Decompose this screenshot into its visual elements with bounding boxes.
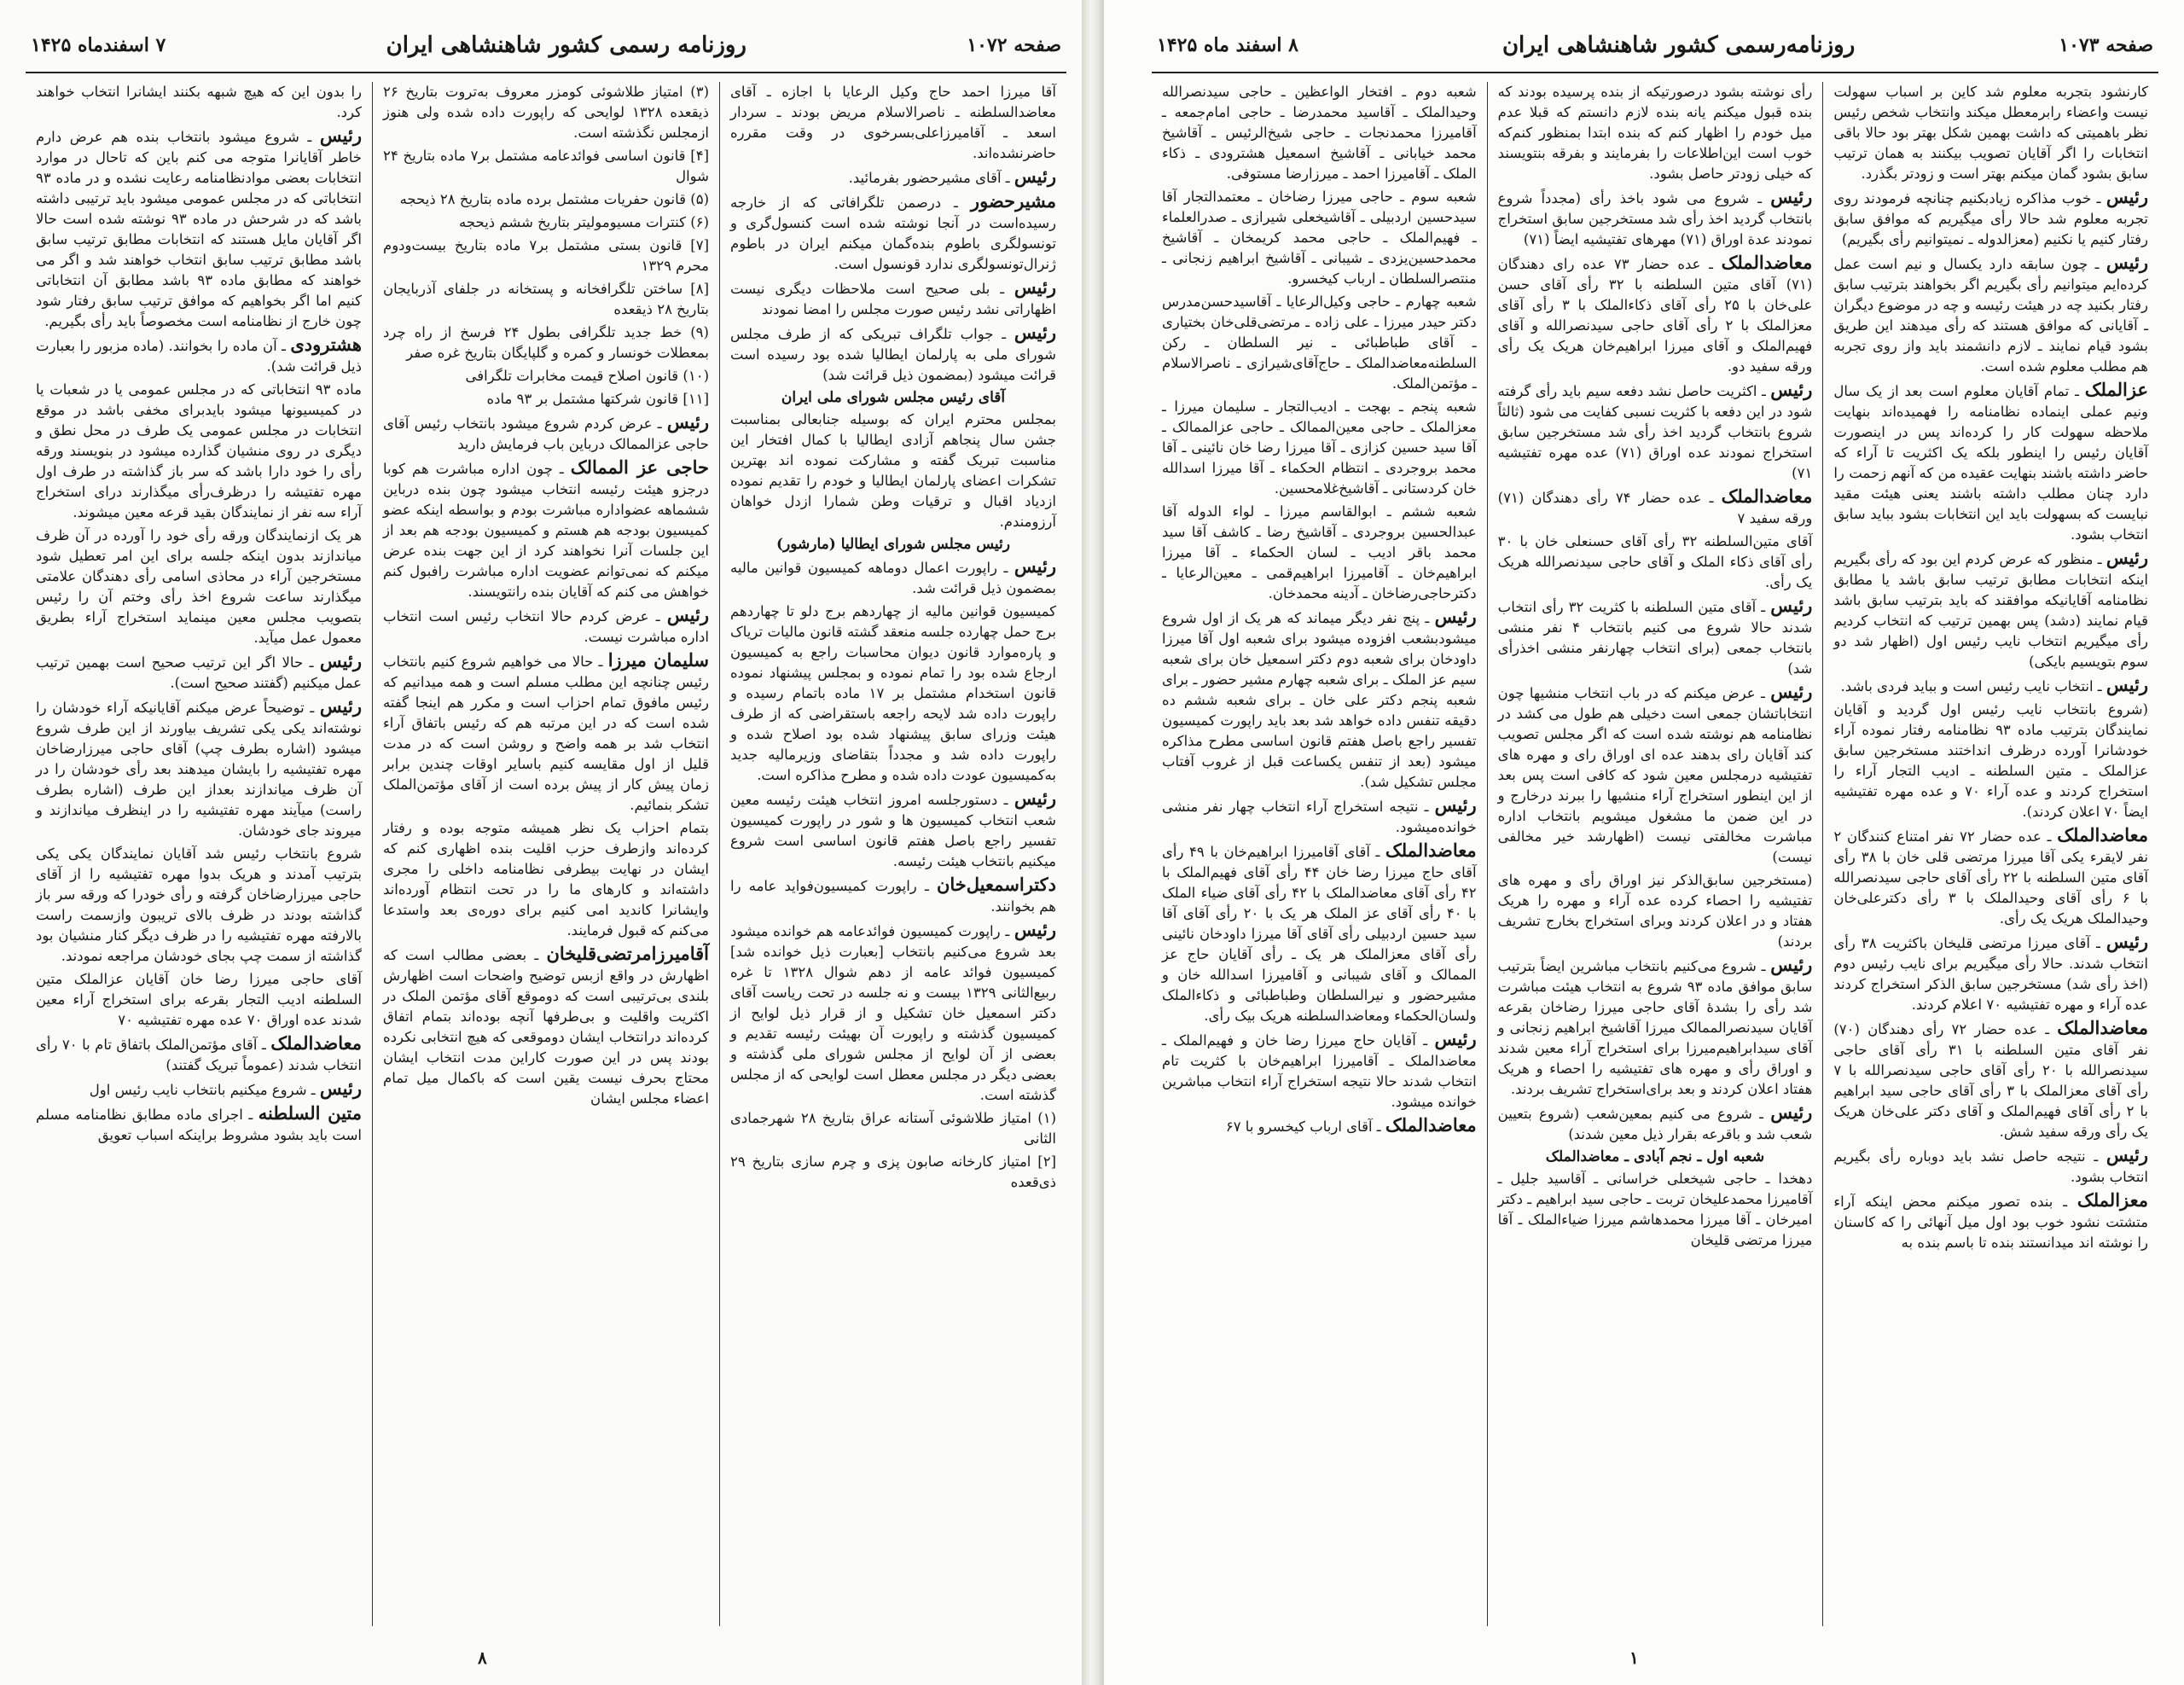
paragraph: (مستخرجین سابق‌الذکر نیز اوراق رأی و مهره های تفتیشیه را احصاء کرده عده آراء و مهره را هریک هفتاد و در اعلان کردند وبرای استخراج بخارج تشریف بردند) xyxy=(1497,872,1813,950)
page-header xyxy=(1152,24,2158,73)
speaker-paragraph xyxy=(1498,380,1813,484)
book-gutter xyxy=(1082,0,1104,1685)
speaker-name: رئیس xyxy=(1014,322,1057,343)
paragraph: (شروع بانتخاب نایب رئیس اول گردید و آقایان نمایندگان بترتیب ماده ۹۳ نظامنامه رفتار نموده آراء خودشانرا آورده درظرف انداختند مستخرجین سابق عزالملک ـ متین السلطنه ـ ادیب التجار آراء را استخراج کردند و عده آراء ۷۰ و عده مهره تفتیشیه ایضاً ۷۰ اعلان کردند). xyxy=(1833,701,2148,820)
speech-text: ـ درصمن تلگرافاتی که از خارجه رسیده‌است در آنجا نوشته شده است کنسول‌گری و تونسولگری باطوم بنده‌گمان میکنم ایران در باطوم ژنرال‌تونسولگری ندارد قونسول است. xyxy=(730,195,1056,272)
centered-heading: رئیس مجلس شورای ایطالیا (مارشور) xyxy=(776,536,1010,553)
speech-text: ـ آقای میرزا مرتضی قلیخان باکثریت ۳۸ رأی انتخاب شدند. حالا رأی میگیریم برای نایب رئیس دوم (اخذ رأی شد) مستخرجین سابق الذکر استخراج کردند عده آراء و مهره تفتیشیه ۷۰ اعلام کردند. xyxy=(1833,935,2148,1013)
paragraph: (۱) امتیاز طلاشوئی آستانه عراق بتاریخ ۲۸ شهرجمادی الثانی xyxy=(730,1110,1056,1147)
speaker-paragraph xyxy=(1833,1190,2148,1253)
speech-text: ـ اجرای ماده مطابق نظامنامه مسلم است باید بشود مشروط براینکه اسباب تعویق xyxy=(36,1107,362,1143)
column-1 xyxy=(720,82,1066,1626)
speech-text: ـ چون اداره مباشرت هم کوبا درجزو هیئت رئیسه انتخاب میشود چون بنده درباین ششماهه عضواداره مباشرت بودم و بواسطه اینکه عضو کمیسیون بودجه هم هستم و کمیسیون بودجه هم بعد از این جلسات آنرا نخواهند کرد از این جهت بنده عرض میکنم که نمی‌توانم عضویت اداره مباشرت رافبول کنم خواهش می کنم که آقایان بنده رانتویسند. xyxy=(383,461,709,600)
speech-text: ـ عده حضار ۷۲ رأی دهندگان (۷۰) نفر آقای متین السلطنه با ۳۱ رأی آقای حاجی سیدنصرالله با ۲۰ رأی آقای حاجی سیدنصرالله با ۷ رأی آقای معزالملک با ۳ رأی آقای حاجی سید ابراهیم با ۲ رأی آقای فهیم‌الملک و آقای دکتر علی‌خان هریک یک رأی ورقه سفید شش. xyxy=(1833,1021,2149,1140)
speaker-paragraph xyxy=(383,457,709,602)
speaker-paragraph xyxy=(1162,795,1477,838)
speech-text: ـ شروع می شود باخذ رأی (مجدداً شروع بانتخاب گردید اخذ رأی شد مستخرجین سابق استخراج نمودند عدة اوراق (۷۱) مهرهای تفتیشیه ایضاً (۷۱) xyxy=(1497,190,1813,247)
centered-heading: شعبه اول ـ نجم آبادی ـ معاضدالملک xyxy=(1545,1148,1765,1165)
paragraph: [۱۱] قانون شرکتها مشتمل بر ۹۳ ماده xyxy=(486,391,709,407)
paragraph: کمیسیون قوانین مالیه از چهاردهم برج دلو تا چهاردهم برج حمل چهارده جلسه منعقد گشته قانون مالیات تریاک و پاره‌موارد قانون دیوان محاسبات راجع به کمیسیون ارجاع شده بود را تمام نموده و بمجلس پیشنهاد نموده قانون استخدام مشتمل بر ۱۷ ماده باتمام رسیده و راپورت داده شد لایحه راجعه باستقراضی که از طرف هیئت وزرای سابق پیشنهاد شده بود اصلاح شده و راپورت داده شد و مجدداً بتقاضای وزیرمالیه جدید به‌کمیسیون عودت داده شده و مطرح مذاکره است. xyxy=(730,603,1056,783)
paragraph: هر یک ازنمایندگان ورقه رأی خود را آورده در آن ظرف میاندازند بدون اینکه جلسه برای این امر تعطیل شود مستخرجین آراء در محاذی اسامی رأی دهندگان علامتی میگذارند ساعت شروع اخذ رأی وختم آن را رئیس بتصویب مجلس معین مینماید استخراج آراء بطریق معمول عمل میآید. xyxy=(36,527,362,646)
speaker-paragraph xyxy=(730,874,1056,917)
speaker-name: رئیس xyxy=(1770,681,1813,702)
speech-text: ـ توضیحاً عرض میکنم آقایانیکه آراء خودشان را نوشته‌اند یکی یکی تشریف بیاورند از این طرف شروع میشود (اشاره بطرف چپ) آقای حاجی میرزارضاخان مهره تفتیشیه را بایشان میدهند بعد رأی خودشان را در آن ظرف میاندازند بعداز این طرف (اشاره بطرف راست) میآیند مهره تفتیشیه را در اینظرف میاندازند و میروند جای خودشان. xyxy=(36,700,362,839)
paragraph: شعبه پنجم ـ بهجت ـ ادیب‌التجار ـ سلیمان میرزا ـ معزالملک ـ حاجی معین‌الممالک‌ ـ حاجی عزالممالک ـ آقا سید حسین کزازی ـ آقا میرزا رضا خان نائینی ـ آقا محمد بروجردی ـ انتظام الحکماء ـ آقا میرزا اسدالله خان کردستانی ـ آقاشیخ‌غلامحسین. xyxy=(1161,398,1477,497)
speaker-paragraph xyxy=(36,125,362,332)
paragraph: [۷] قانون بستی مشتمل بر۷ ماده بتاریخ بیست‌ودوم محرم ۱۳۲۹ xyxy=(383,237,709,274)
speaker-name: حاجی عز الممالک xyxy=(570,456,709,478)
left-page xyxy=(1101,0,2184,1685)
speech-text: ـ انتخاب نایب رئیس است و بباید فردی باشد. xyxy=(1840,678,2102,694)
paragraph: [۲] امتیاز کارخانه صابون پزی و چرم سازی بتاریخ ۲۹ ذی‌قعده xyxy=(730,1153,1056,1190)
paragraph: آقای حاجی میرزا رضا خان آقایان عزالملک متین السلطنه ادیب التجار بقرعه برای استخراج آراء معین شدند عده اوراق ۷۰ عده مهره تفتیشیه ۷۰ xyxy=(36,971,362,1028)
column-3 xyxy=(1152,82,1488,1626)
paragraph: [۴] قانون اساسی فوائدعامه مشتمل بر۷ ماده بتاریخ ۲۴ شوال xyxy=(383,148,710,184)
speaker-name: رئیس xyxy=(1770,1101,1813,1123)
speech-text: ـ پنج نفر دیگر میماند که هر یک از اول شروع میشودبشعب افزوده میشود برای شعبه اول آقا میرزا داودخان برای شعبه دوم دکتر اسمعیل خان برای شعبه سیم عز الملک ـ برای شعبه چهارم مشیر حضور ـ برای شعبه پنجم دکتر علی خان ـ برای شعبه ششم ده دقیقه تنفس داده خواهد شد بعد باید راپورت کمیسیون تفسیر راجع باصل هفتم قانون اساسی مطرح مذاکره میشود (بعد از تنفس یکساعت قبل از غروب آفتاب مجلس تشکیل شد). xyxy=(1161,610,1477,790)
speaker-paragraph xyxy=(1498,596,1813,679)
speech-text: ـ منظور که عرض کردم این بود که رأی بگیریم اینکه انتخابات مطابق ترتیب سابق باشد یا مطابق نظامنامه آقایانیکه موافقند که باید بترتیب سابق باشد قیام نمایند (دشد) پس بهمین ترتیب که انتخاب کردیم رأی میگیریم انتخاب نایب رئیس اول (اظهار شد دو سوم بتویسیم بایکی) xyxy=(1833,551,2148,670)
speaker-paragraph xyxy=(1498,486,1813,529)
speech-text: ـ عرض کردم شروع میشود بانتخاب رئیس آقای حاجی عزالممالک درباین باب فرمایش دارید xyxy=(383,415,709,452)
speaker-paragraph xyxy=(1833,548,2148,672)
speaker-name: رئیس xyxy=(666,411,709,433)
speaker-name: رئیس xyxy=(1014,555,1056,577)
speaker-name: هشترودی xyxy=(290,334,362,355)
speech-text: ـ حالا اگر این ترتیب صحیح است بهمین ترتیب عمل میکنیم (گفتند صحیح است). xyxy=(36,654,362,691)
speech-text: ـ شروع می کنیم بمعین‌شعب (شروع بتعیین شعب شد و باقرعه بقرار ذیل معین شدند) xyxy=(1497,1106,1813,1142)
speaker-name: رئیس xyxy=(2106,931,2149,952)
speaker-name: سلیمان میرزا xyxy=(607,649,709,671)
paragraph: [۸] ساختن تلگرافخانه و پستخانه در جلفای آذربایجان بتاریخ ۲۸ ذیقعده xyxy=(383,281,709,317)
speaker-paragraph xyxy=(1498,955,1813,1100)
paragraph: دهخدا ـ حاجی شیخعلی خراسانی ـ آقاسید جلیل ـ آقامیرزا محمدعلیخان تربت ـ حاجی سید ابراهیم ـ دکتر امیرخان ـ آقا میرزا محمدهاشم میرزا ضیاءالملک ـ آقا میرزا مرتضی قلیخان xyxy=(1497,1171,1813,1248)
speaker-paragraph xyxy=(383,650,709,816)
paragraph: (۵) قانون حفریات مشتمل برده ماده بتاریخ ۲۸ ذیحجه xyxy=(399,191,709,207)
speaker-paragraph xyxy=(1498,682,1813,868)
speaker-paragraph xyxy=(1833,1145,2148,1188)
newspaper-title: روزنامه رسمی کشور شاهنشاهی ایران xyxy=(386,32,746,58)
speaker-paragraph xyxy=(36,334,362,377)
text-columns xyxy=(1152,82,2158,1626)
speech-text: ـ خوب مذاکره زیادبکنیم چنانچه فرمودند روی تجربه معلوم شد حالا رأی میگیریم که موافق سابق رفتار کنیم یا نکنیم (معزالدوله ـ نمیتوانیم رأی بگیریم) xyxy=(1833,190,2148,247)
speaker-paragraph xyxy=(1833,825,2148,929)
speaker-paragraph xyxy=(36,696,362,841)
speaker-name: رئیس xyxy=(1014,276,1056,298)
speaker-name: رئیس xyxy=(666,604,709,625)
paragraph: ماده ۹۳ انتخاباتی که در مجلس عمومی یا در شعبات یا در کمیسیونها میشود بایدبرای مخفی باشد در موقع انتخابات در مجلس عمومی یک طرف در محل نطق و دیگری در روی منشیان گذارده میشود در بنویسند ورقه رأی را خود دارا باشد که سر باز گذاشته در طرف اول مهره تفتیشه را درظرف‌رأی میگذارند درای استخراج آراء سه نفر از نمایندگان بقید قرعه معین میشوند. xyxy=(36,381,362,520)
speech-text: ـ شروع میکنیم بانتخاب نایب رئیس اول xyxy=(89,1082,316,1098)
speaker-paragraph xyxy=(1162,840,1477,1026)
paragraph: شعبه دوم ـ افتخار الواعظین ـ حاجی سیدنصرالله وحیدالملک ـ آقاسید محمدرضا ـ حاجی امام‌جمعه ـ آقامیرزا محمدنجات ـ حاجی شیخ‌الرئیس ـ آقاشیخ محمد خیابانی ـ آقاشیخ اسمعیل هشترودی ـ ذکاء الملک ـ آقامیرزا احمد ـ میرزارضا مستوفی. xyxy=(1161,84,1477,182)
speaker-name: رئیس xyxy=(1014,919,1056,940)
speaker-paragraph xyxy=(383,944,709,1109)
speaker-name: رئیس xyxy=(319,695,362,717)
paragraph: (۹) خط جدید تلگرافی بطول ۲۴ فرسخ از راه چرد بمعطلات خونسار و کمره و گلپایگان بتاریخ غره صفر xyxy=(383,324,709,361)
speech-text: ـ عده حضار ۷۲ نفر امتناع کنندگان ۲ نفر لایقرء یکی آقا میرزا مرتضی قلی خان با ۳۸ رأی آقای متین السلطنه با ۲۲ رأی آقای حاجی سیدنصرالله با ۶ رأی آقای وحیدالملک با ۳ رأی دکترعلی‌خان وحیدالملک هریک یک رأی. xyxy=(1833,828,2148,927)
speech-text: ـ راپورت کمیسیون فوائد‌عامه هم خوانده میشود بعد شروع می‌کنیم بانتخاب [بعبارت ذیل خوانده شد] کمیسیون فوائد عامه از دهم شوال ۱۳۲۸ تا غره ربیع‌الثانی ۱۳۲۹ بیست و نه جلسه در تحت ریاست آقای دکتر اسمعیل خان تشکیل و از قرار ذیل لوایح از کمیسیون گذشته و راپورت آن بهیئت رئیسه تقدیم و بعضی از آن لوایح از مجلس شورای ملی گذشته و بعضی دیگر در مجلس معطل است لوایحی که از مجلس گذشته است. xyxy=(730,923,1056,1103)
paragraph: بمجلس محترم ایران که بوسیله جنابعالی بمناسبت جشن سال پنجاهم آزادی ایطالیا با کمال افتخار این مناسبت تبریک گفته و مشارکت نموده اند بهترین تشکرات اعضای پارلمان ایطالیا و خودم را تقدیم نموده ازدیاد اقبال و ترقیات وطن شمارا ازدل خواهان آرزومندم. xyxy=(730,411,1056,530)
issue-date: ۸ اسفند ماه ۱۴۲۵ xyxy=(1157,34,1298,56)
speaker-paragraph xyxy=(383,605,709,648)
speaker-name: رئیس xyxy=(2106,252,2148,273)
speaker-paragraph xyxy=(1498,1102,1813,1145)
speaker-name: رئیس xyxy=(319,1078,362,1099)
speaker-paragraph xyxy=(730,920,1056,1106)
speech-text: ـ آقای مؤتمن‌الملک باتفاق تام با ۷۰ رأی انتخاب شدند (عموماً تبریک گفتند) xyxy=(36,1037,362,1073)
speaker-paragraph xyxy=(1162,1115,1477,1137)
speech-text: ـ عرض کردم حالا انتخاب رئیس است انتخاب اداره مباشرت نیست. xyxy=(383,608,709,645)
page-header xyxy=(26,24,1066,73)
speaker-paragraph xyxy=(730,788,1056,872)
speech-text: ـ آقای ارباب کیخسرو با ۶۷ xyxy=(1225,1118,1381,1135)
speaker-paragraph xyxy=(1833,932,2148,1015)
speaker-paragraph xyxy=(730,166,1056,189)
speech-text: ـ عده حضار ۷۴ رأی دهندگان (۷۱) ورقه سفید ۷ xyxy=(1497,490,1813,526)
speaker-name: رئیس xyxy=(2106,1144,2148,1165)
paragraph: (۱۰) قانون اصلاح قیمت مخابرات تلگرافی xyxy=(465,368,709,384)
speaker-name: مشیرحضور xyxy=(970,190,1057,212)
column-2 xyxy=(1488,82,1824,1626)
speaker-name: معاضدالملک xyxy=(2057,1017,2148,1038)
column-1 xyxy=(1823,82,2158,1626)
speaker-paragraph xyxy=(36,1103,362,1146)
paragraph: (۶) کنترات مسیوموليتر بتاریخ ششم ذیحجه xyxy=(459,214,709,230)
speech-text: ـ جواب تلگراف تبریکی که از طرف مجلس شورای ملی به پارلمان ایطالیا شده بود رسیده است قرائت میشود (بمضمون ذیل قرائت شد) xyxy=(730,326,1056,383)
page-number-label: صفحه ۱۰۷۳ xyxy=(2059,34,2153,56)
speaker-paragraph xyxy=(1833,1018,2148,1142)
speaker-name: معاضدالملک xyxy=(270,1032,362,1054)
speech-text: ـ آقای مشیرحضور بفرمائید. xyxy=(848,170,1010,186)
speaker-name: رئیس xyxy=(1014,166,1056,187)
speaker-name: معزالملک xyxy=(2077,1189,2148,1211)
footer-page-number: ۸ xyxy=(478,1647,487,1668)
paragraph: شعبه چهارم ـ حاجی وکیل‌الرعایا ـ آقاسیدحسن‌مدرس دکتر حیدر میرزا ـ علی زاده ـ مرتضی‌قلی‌خان بختیاری ـ آقای طباطبائی ـ نیر السلطان ـ رکن السلطنه‌معاضدالملک ـ حاج‌آقای‌شیرازی ـ ناصرالاسلام ـ مؤتمن‌الملک. xyxy=(1161,293,1477,392)
speech-text: ـ نتیجه استخراج آراء انتخاب چهار نفر منشی خوانده‌میشود. xyxy=(1161,799,1477,835)
speaker-name: رئیس xyxy=(1434,794,1477,816)
speech-text: ـ دستورجلسه امروز انتخاب هیئت رئیسه معین شعب انتخاب کمیسیون ها و شور در راپورت کمیسیون تفسیر راجع باصل هفتم قانون اساسی است شروع میکنیم بانتخاب هیئت رئیسه. xyxy=(730,792,1056,869)
speaker-name: رئیس xyxy=(1770,954,1813,975)
speaker-name: معاضدالملک xyxy=(2057,824,2148,845)
paragraph: (۳) امتیاز طلاشوئی کومزر معروف به‌تروت بتاریخ ۲۶ ذیقعده ۱۳۲۸ لوایحی که راپورت داده شده ولی هنوز ازمجلس نگذشته است. xyxy=(383,84,709,141)
paragraph: کارنشود بتجربه معلوم شد کاین بر اسباب سهولت نیست واعضاء رابرمعطل میکند وانتخاب شخص رئیس نظر باهمیتی که داشت بهمین شکل بهتر بود حالا باقی انتخابات را اگر آقایان تصویب بیکنند به همان ترتیب سابق بشود گمان میکنم بهتر است و زودتر بگذرد. xyxy=(1833,84,2148,182)
speaker-name: رئیس xyxy=(1770,595,1813,616)
speaker-paragraph xyxy=(1833,187,2148,250)
speaker-name: رئیس xyxy=(1434,606,1477,627)
speaker-paragraph xyxy=(1162,607,1477,793)
speaker-name: رئیس xyxy=(2106,674,2148,695)
speech-text: ـ نتیجه حاصل نشد باید دوباره رأی بگیریم انتخاب بشود. xyxy=(1833,1148,2148,1185)
speech-text: ـ عرض میکنم که در باب انتخاب منشیها چون انتخاباتشان جمعی است دخیلی هم طول می کشد در نظامنامه هم نوشته شده است که اگر مجلس تصویب کند آقایان رای بدهند عده ای اوراق رای و مهره های تفتیشیه درمجلس معین شود که کافی است پس بعد از این اینطور استخراج آراء منشیها را ببرند درخارج و در این ضمن ما مشغول میشویم بانتخاب اداره مباشرت مخالفتی نیست (اظهارشد خیر مخالفی نیست) xyxy=(1497,685,1813,865)
speaker-name: معاضدالملک xyxy=(1385,840,1477,861)
speaker-name: رئیس xyxy=(1434,1028,1477,1049)
paragraph: آقای متین‌السلطنه ۳۲ رأی آقای حسنعلی خان با ۳۰ رأی آقای ذکاء الملک و آقای حاجی سیدنصرالله هریک یک رأی. xyxy=(1497,533,1813,590)
speech-text: ـ بنده تصور میکنم محض اینکه آراء متشتت نشود خوب بود اول میل آنهائی را که کاسنان را نوشته اند میدانستند بنده تا باسم بنده به xyxy=(1833,1194,2148,1251)
speaker-paragraph xyxy=(1162,1029,1477,1113)
speaker-name: رئیس xyxy=(1770,379,1813,400)
speech-text: ـ عده حضار ۷۳ عده رای دهندگان (۷۱) آقای متین السلطنه با ۳۲ رأی آقای حسن علی‌خان با ۲۵ رأی آقای ذکاءالملک با ۳ رأی آقای معزالملک با ۲ رأی آقای حاجی سیدنصرالله و آقای فهیم‌الملک و آقای میرزا ابراهیم‌خان هریک یک رأی ورقه سفید دو. xyxy=(1497,256,1813,375)
speaker-paragraph xyxy=(730,277,1056,320)
speaker-paragraph xyxy=(383,412,709,455)
paragraph: شعبه سوم ـ حاجی میرزا رضاخان ـ معتمدالتجار آقا سیدحسین اردبیلی ـ آقاشیخعلی شیرازی ـ صدرالعلماء ـ فهیم‌الملک ـ حاجی محمد کریمخان ـ آقاشیخ محمدحسین‌یزدی ـ شیبانی ـ آقاشیخ ابراهیم زنجانی ـ منتصرالسلطان ـ ارباب کیخسرو. xyxy=(1161,189,1477,287)
paragraph: شعبه ششم ـ ابوالقاسم میرزا ـ لواء الدوله آقا عبدالحسین بروجردی ـ آقاشیخ رضا ـ کاشف آقا سید محمد باقر ادیب ـ لسان الحکماء ـ آقا میرزا ابراهیم‌خان ـ آقامیرزا ابراهیم‌قمی ـ معین‌الرعایا ـ دکترحاجی‌رضاخان ـ آدینه محمدخان. xyxy=(1161,503,1477,601)
paragraph: بتمام احزاب یک نظر همیشه متوجه بوده و رفتار کرده‌اند وازطرف حزب اقلیت بنده اظهاری کنم که ایشان در نهایت بیطرفی نظامنامه داخلی را مجری داشته‌اند و کارهای ما را در تحت انتظام آورده‌اند وایشانرا کاندید امی کنیم برای دوره‌ی بعد واستدعا می‌کنم که قبول فرمایند. xyxy=(383,820,709,938)
newspaper-title: روزنامه‌رسمی کشور شاهنشاهی ایران xyxy=(1502,32,1856,58)
speaker-name: رئیس xyxy=(319,650,363,671)
speech-text: ـ آقای آقامیرزا ابراهیم‌خان با ۴۹ رأی آقای حاج میرزا رضا خان ۴۴ رأی آقای فهیم‌الملک با ۴۲ رأی آقای معاضدالملک با ۴۲ رأی آقای ضیاء الملک با ۴۰ رأی آقای عز الملک هر یک با ۲۰ رأی آقای آقا سید حسین اردبیلی رأی آقای آقا میرزا داودخان نائینی رأی آقای معزالملک هر یک ـ رأی آقایان حاج عز الممالک و آقای شیبانی و آقامیرزا اسدالله خان و مشیرحضور و نیرالسلطان وطباطبائی و ذکاءالملک ولسان‌الحکماء ومعاضدالسلطنه هریک بیک رأی. xyxy=(1161,844,1477,1024)
speaker-paragraph xyxy=(1498,253,1813,377)
speaker-paragraph xyxy=(1833,253,2148,377)
speech-text: ـ بلی صحیح است ملاحظات دیگری نیست اظهاراتی نشد رئیس صورت مجلس را امضا نمودند xyxy=(730,281,1056,317)
speech-text: ـ اکثریت حاصل نشد دفعه سیم باید رأی گرفته شود در این دفعه با کثریت نسبی کفایت می شود (ثالثاً شروع بانتخاب گردید اخذ رأی شد مستخرجین سابق استخراج نمودند عده اوراق (۷۱) عده مهره تفتیشیه ۷۱) xyxy=(1497,383,1813,481)
issue-date: ۷ اسفندماه ۱۴۲۵ xyxy=(31,34,166,56)
speaker-name: متین السلطنه xyxy=(258,1102,363,1124)
speech-text: ـ شروع می‌کنیم بانتخاب مباشرین ایضاً بترتیب سابق موافق ماده ۹۳ شروع به انتخاب هیئت مباشرت شد رأی را بشدهٔ آقای حاجی میرزا رضاخان بقرعه آقایان سیدنصرالممالک میرزا آقاشیخ ابراهیم زنجانی و آقای سیدابراهیم‌میرزا برای استخراج آراء معین شدند و اوراق رأی و مهره های تفتیشیه را احصاء و هریک هفتاد اعلان کردند و بعد برای‌استخراج تشریف بردند. xyxy=(1497,958,1813,1097)
speech-text: ـ راپورت اعمال دوماهه کمیسیون قوانین مالیه بمضمون ذیل قرائت شد. xyxy=(730,560,1056,596)
speech-text: ـ آن ماده را بخوانند. (ماده مزبور را بعبارت ذیل قرائت شد). xyxy=(36,338,362,375)
speaker-paragraph xyxy=(1833,380,2148,545)
speech-text: ـ تمام آقایان معلوم است بعد از یک سال ونیم عملی اینماده نظامنامه را فهمیده‌اند بنهایت ملاحظه سهولت کار را کرده‌اند پس در اینصورت آقایان رئیس را اینطور بلکه یک اکثریت تا آراء که حاضر داشته باشند بنهایت عقیده من که آنهم زحمت را دارد چنان مطلب داشته باشند یعنی هیئت مقید نبایست که بسهولت باید این انتخابات بشود بباید سابق انتخاب بشود. xyxy=(1833,383,2148,543)
paragraph: آقا میرزا احمد حاج وکیل الرعایا با اجازه ـ آقای معاضدالسلطنه ـ ناصرالاسلام مریض بودند ـ سردار اسعد ـ آقامیرزاعلی‌بسرخوی در وقت مقرره حاضرنشده‌اند. xyxy=(730,84,1056,161)
paragraph: را بدون این که هیچ شبهه بکنند ایشانرا انتخاب خواهند کرد. xyxy=(36,84,362,120)
speaker-paragraph xyxy=(1833,675,2148,697)
speech-text: ـ بعضی مطالب است که اظهارش در واقع ازبس توضیح واضحات است اظهارش بلندی بی‌ترتیبی است که دوموقع آقای مؤتمن الملک در اکثریت واقلیت و بی‌طرفها آنچه بوده‌اند بتمام اتفاق کرده‌اند درانتخاب ایشان دوموقعی که هیچ انتخابی نکرده بودند پس در این صورت کاراین مدت انتخاب ایشان محتاج بحرف نیست یقین است که باکمال میل تمام اعضاء مجلس ایشان xyxy=(383,947,709,1107)
speaker-name: معاضدالملک xyxy=(1721,252,1813,273)
paragraph: رأی نوشته بشود درصورتیکه از بنده پرسیده بودند که بنده قبول میکنم یانه بنده لازم دانستم که قبلا عدم میل خودم را اظهار کنم که بنده ابتدا بمنظور کنم‌که خوب است این‌اطلاعات را بفرمایند و بفرقه بنتویسند که خیلی زودتر حاصل بشود. xyxy=(1497,84,1813,182)
speech-text: ـ شروع میشود بانتخاب بنده هم عرض دارم خاطر آقایانرا متوجه می کنم باین که تاحال در موارد انتخابات بعضی موادنظامنامه رعایت نشده‌ و در ماده ۹۳ انتخاباتی که در مجلس عمومی میشود باید ترتیبی داشته باشد که در شرحش در ماده ۹۳ نوشته شده است حالا اگر آقایان مایل هستند که انتخابات مطابق ترتیب سابق باشد مطابق ترتیب سابق انتخاب خواهند شد و اگر می خواهند که مطابق ماده ۹۳ باشد مطابق آن انتخاباتی کنیم اما اگر بخواهیم که موافق ترتیب سابق رفتار شود چون خارج از نظامنامه است مخصوصاً باید رأی بگیریم. xyxy=(36,129,362,329)
speaker-name: معاضدالملک xyxy=(1385,1114,1477,1136)
speaker-paragraph xyxy=(1498,187,1813,250)
speaker-name: عزالملک xyxy=(2084,379,2148,400)
speaker-name: آقامیرزامرتضی‌قلیخان xyxy=(546,943,709,964)
column-2 xyxy=(373,82,720,1626)
speech-text: ـ راپورت کمیسیون‌فواید عامه را هم بخوانند. xyxy=(730,878,1056,915)
speech-text: ـ چون سابقه دارد یکسال و نیم است عمل کرده‌ایم میتوانیم رأی بگیریم اگر بخواهند بترتیب سابق رفتار بکنید چه در هیئت رئیسه و چه در موضوع دیگران ـ آقایانی که موافق هستند که رأی میدهند این طریق بشود قیام نمایند ـ لازم دانشمند باید واز روی تجربه هم مطلب معلوم شده است. xyxy=(1833,256,2148,375)
speaker-paragraph xyxy=(730,322,1056,386)
speaker-name: رئیس xyxy=(1014,787,1056,809)
speaker-name: رئیس xyxy=(319,125,362,146)
centered-heading: آقای رئیس مجلس شورای ملی ایران xyxy=(781,389,1006,406)
speech-text: ـ آقایان حاج میرزا رضا خان و فهیم‌الملک ـ معاضدالملک ـ آقامیرزا ابراهیم‌خان با کثریت تام انتخاب شدند حالا نتیجه استخراج آراء انتخاب مباشرین خوانده میشود. xyxy=(1161,1032,1477,1110)
speaker-paragraph xyxy=(36,1033,362,1076)
speech-text: ـ حالا می خواهیم شروع کنیم بانتخاب رئیس چنانچه این مطلب مسلم است و همه میدانیم که رئیس مافوق تمام احزاب است و مکرر هم اینجا گفته شده است که در این مرتبه هم که رئیس باتفاق آراء انتخاب شد بر همه واضح و روشن است که در مدت قلیل از اول مقایسه کنیم باسایر اوقات چندین برابر زمان پیش کار از پیش برده است از آقای مؤتمن‌الملک تشکر بنمائیم. xyxy=(383,654,709,813)
speaker-paragraph xyxy=(730,556,1056,599)
speaker-paragraph xyxy=(36,651,362,694)
speaker-name: رئیس xyxy=(1770,186,1813,207)
speaker-name: دکتراسمعیل‌خان xyxy=(936,874,1056,895)
speaker-name: رئیس xyxy=(2106,547,2149,568)
text-columns xyxy=(26,82,1066,1626)
footer-page-number: ۱ xyxy=(1629,1647,1639,1668)
paragraph: شروع بانتخاب رئیس شد آقایان نمایندگان یکی یکی بترتیب آمدند و هریک بدوا مهره تفتیشیه را از آقای حاجی میرزارضاخان گرفته و رأی خودرا که ورقه سر باز گذاشته بودند در ظرف بالای تریبون وازسمت راست بالارفته مهره تفتیشیه را در ظرف دیگر کنار منشیان بود گذاشته از سمت چپ بجای خودشان مراجعه نمودند. xyxy=(36,845,362,964)
speaker-name: معاضدالملک xyxy=(1721,485,1813,507)
speaker-paragraph xyxy=(36,1078,362,1101)
speaker-name: رئیس xyxy=(2106,186,2148,207)
column-3 xyxy=(26,82,373,1626)
speaker-paragraph xyxy=(730,191,1056,275)
speech-text: ـ آقای متین السلطنه با کثریت ۳۲ رأی انتخاب شدند حالا شروع می کنیم بانتخاب ۴ نفر منشی بانتخاب جمعی (برای انتخاب چهارنفر منشی اخذرأی شد) xyxy=(1497,599,1813,677)
page-number-label: صفحه ۱۰۷۲ xyxy=(967,34,1061,56)
